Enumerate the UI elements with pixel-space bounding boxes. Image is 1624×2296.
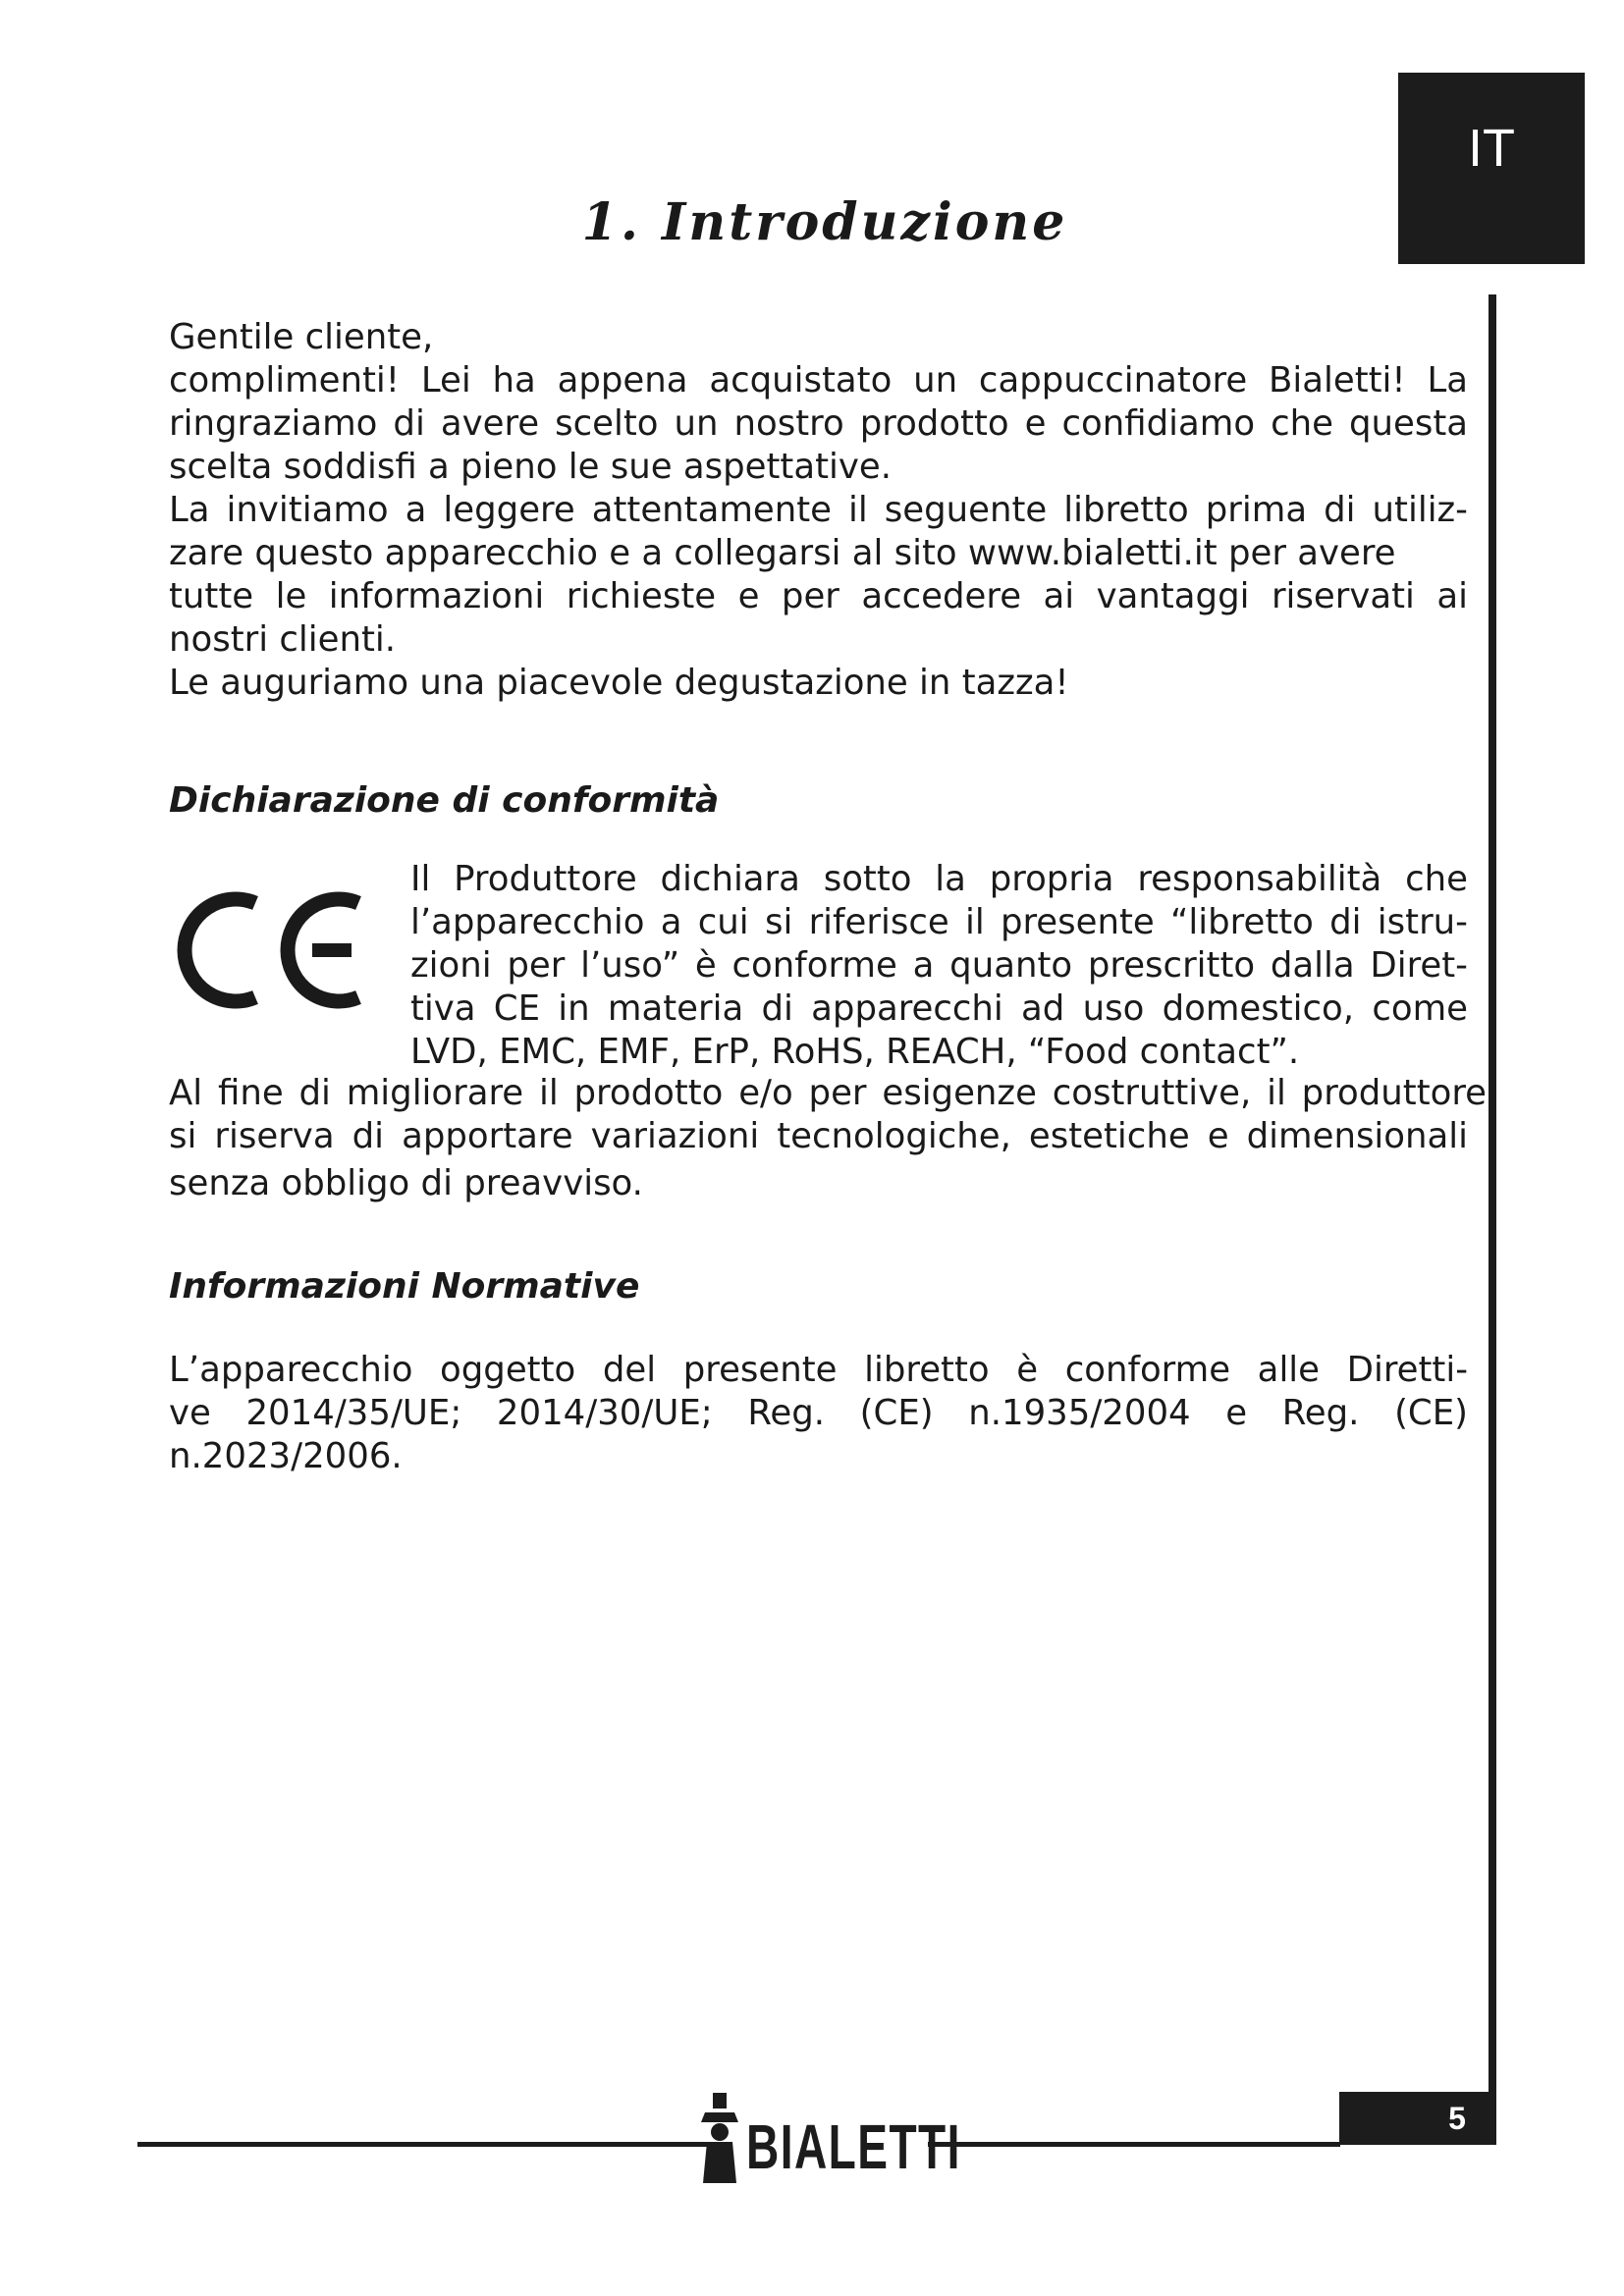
conformity-line: l’apparecchio a cui si riferisce il presente “libretto di istru- — [410, 902, 1468, 942]
language-label: IT — [1468, 118, 1515, 178]
conformity-line: Il Produttore dichiara sotto la propria responsabilità che — [410, 859, 1468, 899]
intro-line: Le auguriamo una piacevole degustazione in tazza! — [169, 663, 1069, 703]
intro-line: Gentile cliente, — [169, 317, 434, 357]
page-number: 5 — [1448, 2100, 1466, 2136]
footer-rule-right — [928, 2142, 1340, 2147]
intro-line: ringraziamo di avere scelto un nostro prodotto e confidiamo che questa — [169, 403, 1468, 444]
regulatory-heading: Informazioni Normative — [169, 1266, 640, 1307]
footer-rule-left — [137, 2142, 707, 2147]
ce-mark-logo — [177, 881, 373, 1019]
brand-logo: BIALETTI — [746, 2111, 961, 2182]
language-tab — [1398, 73, 1585, 264]
conformity-heading: Dichiarazione di conformità — [169, 780, 720, 821]
intro-line: La invitiamo a leggere attentamente il seguente libretto prima di utiliz- — [169, 490, 1468, 530]
conformity-note — [169, 1072, 1487, 1205]
regulatory-line: n.2023/2006. — [169, 1436, 403, 1476]
conformity-note-line: Al fine di migliorare il prodotto e/o per esigenze costruttive, il produttore — [169, 1073, 1487, 1113]
intro-line: scelta soddisfi a pieno le sue aspettative. — [169, 447, 892, 487]
intro-line: tutte le informazioni richieste e per accedere ai vantaggi riservati ai — [169, 576, 1468, 616]
regulatory-paragraph — [169, 1349, 1468, 1478]
intro-line: zare questo apparecchio e a collegarsi al sito www.bialetti.it per avere — [169, 533, 1396, 573]
conformity-line: zioni per l’uso” è conforme a quanto prescritto dalla Diret- — [410, 945, 1468, 986]
page-title: 1. Introduzione — [581, 192, 1068, 252]
conformity-note-line: senza obbligo di preavviso. — [169, 1163, 643, 1203]
conformity-line: tiva CE in materia di apparecchi ad uso domestico, come — [410, 988, 1468, 1029]
regulatory-line: L’apparecchio oggetto del presente libretto è conforme alle Diretti- — [169, 1350, 1468, 1390]
intro-paragraph — [169, 316, 1468, 705]
conformity-note-line: si riserva di apportare variazioni tecnologiche, estetiche e dimensionali — [169, 1116, 1468, 1156]
page-number-box — [1339, 2092, 1496, 2145]
regulatory-line: ve 2014/35/UE; 2014/30/UE; Reg. (CE) n.1935/2004 e Reg. (CE) — [169, 1393, 1468, 1433]
intro-line: complimenti! Lei ha appena acquistato un cappuccinatore Bialetti! La — [169, 360, 1468, 400]
conformity-declaration — [410, 858, 1468, 1074]
intro-line: nostri clienti. — [169, 619, 397, 660]
conformity-line: LVD, EMC, EMF, ErP, RoHS, REACH, “Food contact”. — [410, 1032, 1300, 1072]
right-margin-rule — [1489, 294, 1496, 2145]
